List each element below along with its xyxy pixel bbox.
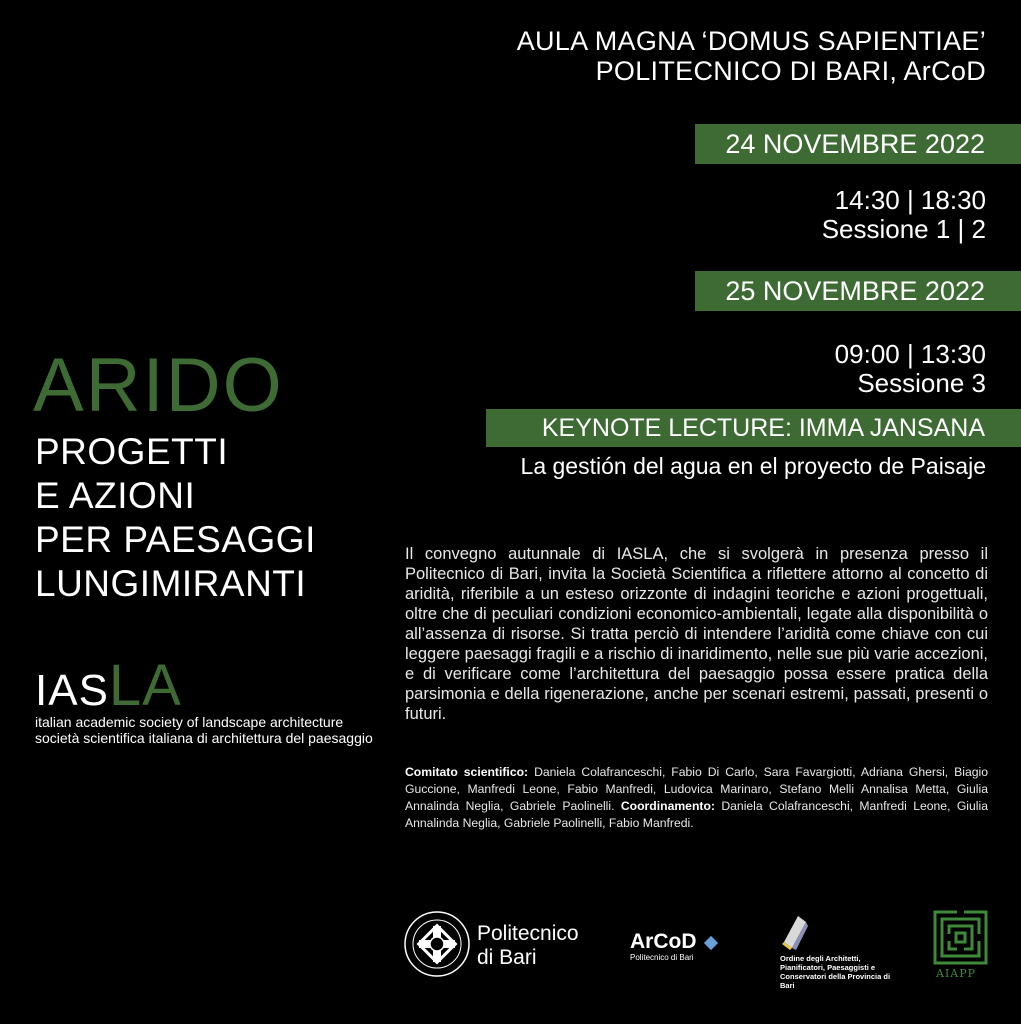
ordine-architetti-line3: Conservatori della Provincia di Bari (780, 972, 891, 990)
iasla-logo-ias: IAS (35, 666, 109, 715)
venue-line1: AULA MAGNA ‘DOMUS SAPIENTIAE’ (516, 26, 986, 56)
aiapp-name: AIAPP (936, 967, 977, 980)
arcod-diamond-icon (704, 936, 718, 950)
ordine-architetti-icon (780, 912, 810, 950)
time-day1: 14:30 | 18:30 (834, 185, 986, 215)
session-day1: Sessione 1 | 2 (821, 214, 986, 244)
keynote-title: La gestión del agua en el proyecto de Paisaje (520, 453, 986, 479)
subtitle-line1: PROGETTI (35, 431, 229, 472)
politecnico-name-line1: Politecnico (477, 922, 579, 945)
aiapp-maze-icon (933, 910, 988, 965)
date-bar-day1: 24 NOVEMBRE 2022 (695, 124, 1021, 164)
main-title: ARIDO (33, 343, 284, 428)
subtitle-line3: PER PAESAGGI (35, 519, 316, 560)
venue (517, 26, 986, 86)
iasla-logo (35, 653, 182, 719)
committee-names: Daniela Colafranceschi, Fabio Di Carlo, Sara Favargiotti, Adriana Ghersi, Biagio Guccione, Manfredi Leone, Fabio Manfredi, Ludovica Marinaro, Stefano Melli Annalisa Metta, Giulia Annalinda Neglia, Gabriele Paolinelli. (405, 765, 988, 813)
committee-label: Comitato scientifico: (405, 765, 529, 779)
iasla-logo-la: LA (108, 653, 182, 718)
iasla-subtitle-en: italian academic society of landscape architecture (35, 714, 344, 730)
subtitle-line2: E AZIONI (35, 475, 196, 516)
venue-line2: POLITECNICO DI BARI, ArCoD (595, 56, 986, 86)
politecnico-name (477, 922, 579, 970)
coordination-label: Coordinamento: (620, 799, 715, 813)
subtitle-line4: LUNGIMIRANTI (35, 563, 307, 604)
time-day2: 09:00 | 13:30 (834, 339, 986, 369)
schedule-day2 (835, 340, 986, 398)
coordination-names: Daniela Colafranceschi, Manfredi Leone, Giulia Annalinda Neglia, Gabriele Paolinelli, Fabio Manfredi. (405, 799, 988, 830)
session-day2: Sessione 3 (857, 368, 986, 398)
iasla-subtitle-it: società scientifica italiana di architettura del paesaggio (35, 730, 373, 746)
schedule-day1 (822, 186, 986, 244)
ordine-architetti-line1: Ordine degli Architetti, (780, 954, 861, 963)
description-paragraph: Il convegno autunnale di IASLA, che si svolgerà in presenza presso il Politecnico di Bari, invita la Società Scientifica a riflettere attorno al concetto di aridità, riferibile a un esteso orizzonte di indagini teoriche e azioni progettuali, oltre che di peculiari condizioni economico-ambientali, legate alla disponibilità o all’assenza di risorse. Si tratta perciò di intendere l’aridità come chiave con cui leggere paesaggi fragili e a rischio di inaridimento, nelle sue più varie accezioni, e di verificare come l’architettura del paesaggio possa essere pratica della parsimonia e della rigenerazione, anche per scenari estremi, passati, presenti o futuri. (405, 545, 988, 723)
subtitle (35, 430, 316, 606)
arcod-subtitle: Politecnico di Bari (630, 953, 694, 962)
date-bar-day2: 25 NOVEMBRE 2022 (695, 271, 1021, 311)
iasla-subtitle (35, 714, 373, 746)
politecnico-name-line2: di Bari (477, 946, 537, 969)
ordine-architetti-line2: Pianificatori, Paesaggisti e (780, 963, 876, 972)
politecnico-seal-icon (403, 910, 471, 978)
keynote-bar: KEYNOTE LECTURE: IMMA JANSANA (486, 409, 1021, 447)
arcod-logo: ArCoD (630, 930, 697, 953)
credits (405, 764, 988, 832)
ordine-architetti-text (780, 954, 900, 990)
